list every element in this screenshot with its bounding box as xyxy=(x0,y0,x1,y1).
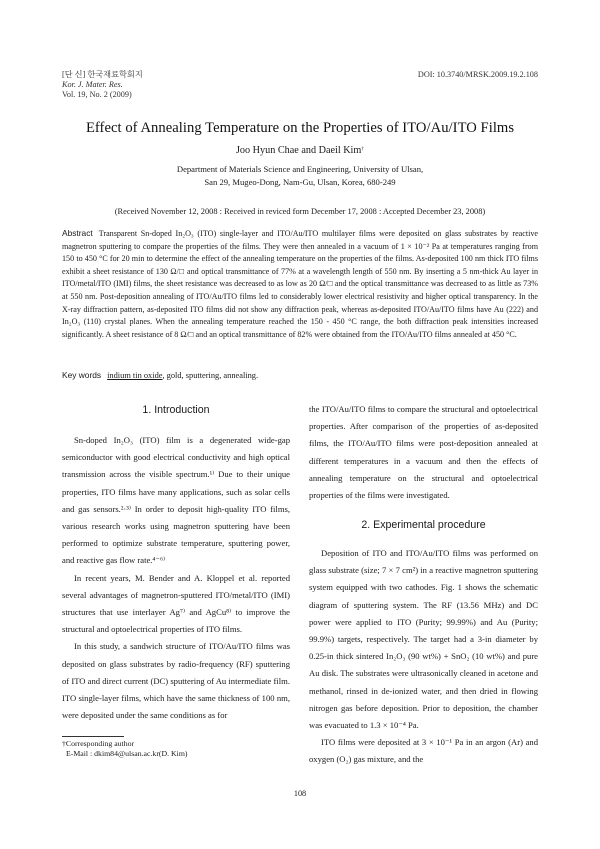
doi: DOI: 10.3740/MRSK.2009.19.2.108 xyxy=(417,70,538,79)
intro-paragraph-3-continued: the ITO/Au/ITO films to compare the structural and optoelectrical properties. After comparison of the properties of as-deposited films, the ITO/Au/ITO films were post-deposition annealed at different temperatures in a vacuum and then the effects of annealing temperature on the structural and optoelectrical properties of the films were investigated. xyxy=(309,404,538,501)
corresponding-mark: † xyxy=(361,145,365,152)
page-number: 108 xyxy=(293,789,307,798)
section-1-heading: 1. Introduction xyxy=(142,404,210,416)
journal-header xyxy=(62,70,143,100)
journal-name-english: Kor. J. Mater. Res. xyxy=(62,80,123,89)
section-2-heading: 2. Experimental procedure xyxy=(361,519,486,531)
paper-title: Effect of Annealing Temperature on the Properties of ITO/Au/ITO Films xyxy=(85,120,515,136)
footnote xyxy=(62,739,188,759)
journal-volume: Vol. 19, No. 2 (2009) xyxy=(62,90,132,99)
author-names: Joo Hyun Chae and Daeil Kim xyxy=(235,145,362,156)
author-email: E-Mail : dkim84@ulsan.ac.kr(D. Kim) xyxy=(66,749,188,758)
affiliation-line-1: Department of Materials Science and Engineering, University of Ulsan, xyxy=(176,164,424,174)
abstract-label: Abstract xyxy=(62,228,93,238)
intro-paragraph-1: Sn-doped In₂O₃ (ITO) film is a degenerated wide-gap semiconductor with good electrical conductivity and high optical transmission across the visible spectrum.¹⁾ Due to their unique properties, ITO films have many applications, such as solar cells and gas sensors.²·³⁾ In order to deposit high-quality ITO films, various research works using magnetron sputtering have been performed to optimize substrate temperature, sputtering power, and reactive gas flow rate.⁴⁻⁶⁾ xyxy=(62,435,290,566)
corresponding-author: †Corresponding author xyxy=(62,739,135,748)
keywords xyxy=(62,370,538,380)
keywords-label: Key words xyxy=(62,370,102,380)
keywords-rest: , gold, sputtering, annealing. xyxy=(162,371,259,380)
intro-paragraph-2: In recent years, M. Bender and A. Kloppel et al. reported several advantages of magnetron-sputtered ITO/metal/ITO (IMI) structures that use interlayer Ag⁷⁾ and AgCu⁸⁾ to improve the structural and optoelectrical properties of ITO films. xyxy=(62,572,290,635)
right-column-top xyxy=(309,401,538,504)
right-column-bottom xyxy=(309,545,538,769)
authors xyxy=(0,145,600,156)
footnote-rule xyxy=(62,736,124,737)
intro-paragraph-3: In this study, a sandwich structure of ITO/Au/ITO films was deposited on glass substrates by radio-frequency (RF) sputtering of ITO and direct current (DC) sputtering of Au intermediate film. ITO single-layer films, which have the same thickness of 100 nm, were deposited under the same conditions as for xyxy=(62,641,290,721)
experimental-paragraph-2: ITO films were deposited at 3 × 10⁻¹ Pa in an argon (Ar) and oxygen (O₂) gas mixture, and the xyxy=(309,737,538,765)
left-column xyxy=(62,432,290,724)
affiliation-line-2: San 29, Mugeo-Dong, Nam-Gu, Ulsan, Korea, 680-249 xyxy=(204,177,396,187)
keyword-link[interactable]: indium tin oxide xyxy=(107,371,163,380)
abstract xyxy=(62,227,538,341)
received-dates: (Received November 12, 2008 : Received in reviced form December 17, 2008 : Accepted December 23, 2008) xyxy=(114,207,486,216)
affiliation xyxy=(0,163,600,189)
experimental-paragraph-1: Deposition of ITO and ITO/Au/ITO films was performed on glass substrate (size; 7 × 7 cm²) in a reactive magnetron sputtering system equipped with two cathodes. Fig. 1 shows the schematic diagram of sputtering system. The RF (13.56 MHz) and DC power were applied to ITO (Purity; 99.99%) and Au (Purity; 99.9%) targets, respectively. The target had a 3-in diameter by 0.25-in thick sintered In₂O₃ (90 wt%) + SnO₂ (10 wt%) and pure Au disk. The substrates were ultrasonically cleaned in acetone and methanol, rinsed in de-ionized water, and then dried in flowing nitrogen gas before deposition. Prior to deposition, the chamber was evacuated to 1.3 × 10⁻⁴ Pa. xyxy=(309,548,538,731)
journal-name: [단 신] 한국재료학회지 xyxy=(62,70,143,79)
abstract-text: Transparent Sn-doped In₂O₃ (ITO) single-layer and ITO/Au/ITO multilayer films were deposited on glass substrates by reactive magnetron sputtering to compare the properties of the films. They were then annealed in a vacuum of 1 × 10⁻² Pa at temperatures ranging from 150 to 450 °C for 20 min to determine the effect of the annealing temperature on the properties of the films. As-deposited 100 nm thick ITO films exhibit a sheet resistance of 130 Ω/□ and optical transmittance of 77% at a wavelength length of 550 nm. By inserting a 5 nm-thick Au layer in ITO/metal/ITO (IMI) films, the sheet resistance was decreased to as low as 20 Ω/□ and the optical transmittance was decreased to as little as 73% at 550 nm. Post-deposition annealing of ITO/Au/ITO films led to considerably lower electrical resistivity and higher optical transparency. In the X-ray diffraction pattern, as-deposited ITO films did not show any diffraction peak, whereas as-deposited ITO/Au/ITO films have Au (222) and In₂O₃ (110) crystal planes. When the annealing temperature reached the 150 - 450 °C range, the both diffraction peak intensities increased significantly. A sheet resistance of 8 Ω/□ and an optical transmittance of 82% were obtained from the ITO/Au/ITO films annealed at 450 °C. xyxy=(62,229,538,339)
